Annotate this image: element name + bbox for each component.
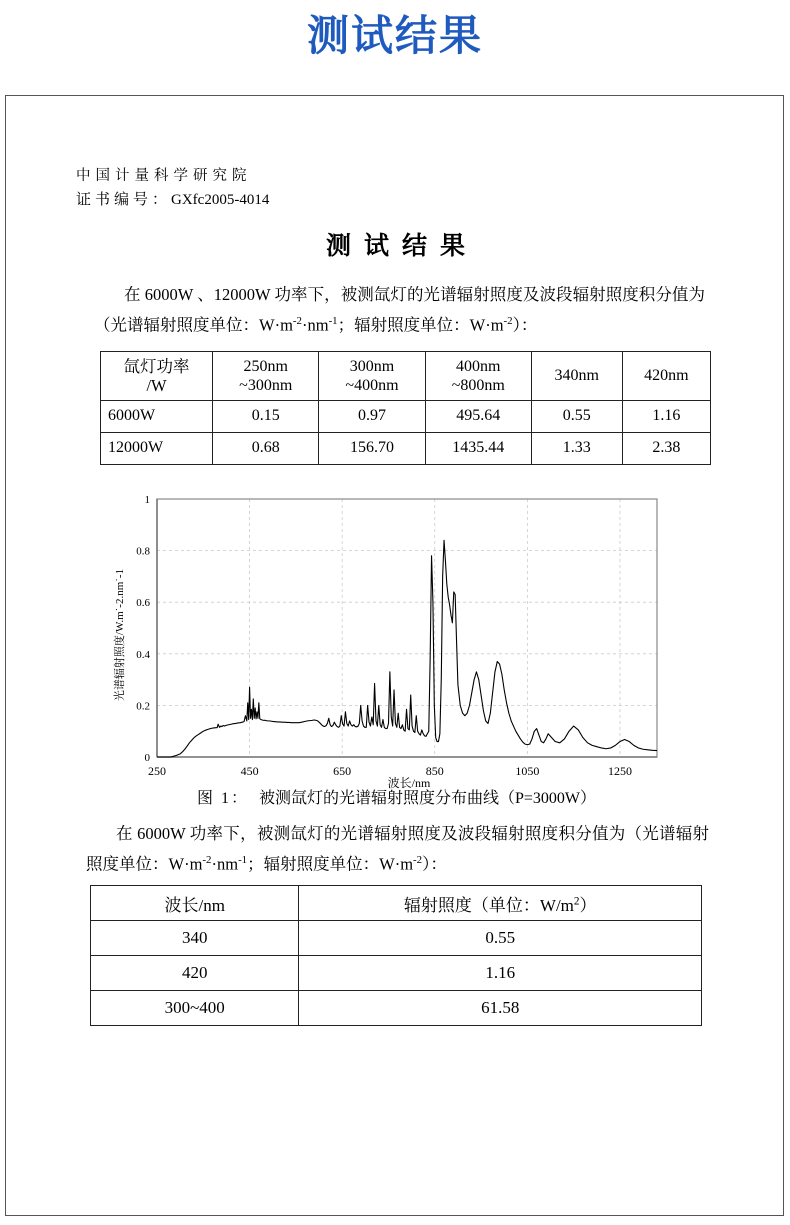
issuing-organization: 中国计量科学研究院 (76, 168, 252, 184)
cell-6000w-250-300: 0.15 (213, 400, 319, 432)
cell-12000w-250-300: 0.68 (213, 432, 319, 464)
paragraph1-line2b: ·nm (301, 315, 329, 335)
table-row (91, 991, 702, 1026)
chart-plot-area (136, 494, 657, 778)
cell-6000w-340: 0.55 (531, 400, 622, 432)
header-cell-420: 420nm (622, 351, 710, 400)
chart-y-axis-label: 光谱辐射照度/W.m˙-2.nm˙-1 (114, 568, 126, 701)
paragraph1-line2a: 照度积分值为（光谱辐射照度单位：W·m (94, 285, 705, 335)
figure-number: 图 1： (196, 789, 249, 807)
header-irradiance-sup: 2 (573, 894, 580, 907)
chart-series-line-0 (157, 540, 657, 757)
chart-y-tick-label: 0.6 (136, 596, 150, 609)
paragraph2-line2c: ；辐射照度单位：W·m (247, 854, 414, 873)
paragraph-power-intro (84, 281, 709, 339)
chart-x-tick-label: 250 (148, 763, 166, 778)
cell-wavelength-420: 420 (91, 956, 299, 991)
paragraph2-line1: 在 6000W 功率下，被测氙灯的光谱辐射照度及波段辐射照度积分值 (116, 823, 609, 843)
paragraph2-sup1: -2 (202, 853, 212, 866)
header-power-line1: 氙灯功率 (123, 356, 190, 376)
document-header (76, 164, 269, 212)
header-cell-wavelength: 波长/nm (91, 886, 299, 921)
cell-6000w-400-800: 495.64 (425, 400, 531, 432)
header-c2-line2: ~400nm (345, 376, 399, 394)
table-row-header (91, 886, 702, 921)
table-row-header (101, 351, 711, 400)
header-cell-400-800 (425, 351, 531, 400)
chart-x-axis-label: 波长/nm (387, 775, 431, 790)
table-row (91, 956, 702, 991)
certificate-number-label: 证书编号： (76, 192, 172, 208)
cell-irradiance-300-400: 61.58 (299, 991, 702, 1026)
cell-wavelength-300-400: 300~400 (91, 991, 299, 1026)
paragraph1-sup1: -2 (292, 315, 302, 327)
table-wavelength-irradiance (90, 885, 702, 1026)
paragraph1-line1: 在 6000W 、12000W 功率下，被测氙灯的光谱辐射照度及波段辐射 (124, 285, 606, 304)
header-irradiance-b: ） (579, 895, 597, 915)
paragraph1-sup2: -1 (328, 315, 338, 327)
certificate-number-line (76, 188, 269, 212)
document-content (84, 281, 709, 1026)
header-cell-340: 340nm (531, 351, 622, 400)
cell-12000w-340: 1.33 (531, 432, 622, 464)
header-power-line2: /W (146, 375, 167, 395)
cell-6000w-300-400: 0.97 (319, 400, 425, 432)
table-row (101, 400, 711, 432)
paragraph1-line3b: ）： (512, 315, 538, 335)
cell-6000w-420: 1.16 (622, 400, 710, 432)
header-cell-300-400 (319, 351, 425, 400)
header-c3-line2: ~800nm (451, 376, 505, 394)
paragraph-6000w-intro (84, 820, 709, 878)
header-c2-line1: 300nm (349, 357, 395, 375)
chart-x-tick-label: 1050 (515, 763, 540, 778)
header-cell-250-300 (213, 351, 319, 400)
table-row (101, 432, 711, 464)
chart-y-tick-label: 0.4 (136, 648, 150, 661)
row-label-6000w: 6000W (101, 400, 213, 432)
figure-block (84, 485, 709, 815)
paragraph2-sup2: -1 (238, 853, 248, 866)
header-cell-power (101, 351, 213, 400)
table-spectral-integrals (100, 351, 711, 465)
chart-y-tick-label: 0.2 (136, 699, 150, 712)
header-c1-line2: ~300nm (239, 376, 293, 394)
certificate-number-value: GXfc2005-4014 (171, 192, 270, 208)
paragraph1-line3a: W·m (469, 315, 504, 335)
paragraph1-line2c: ；辐射照度单位： (337, 315, 470, 335)
chart-x-tick-label: 450 (240, 763, 259, 778)
paragraph2-line2d: ）： (422, 854, 447, 873)
header-c1-line1: 250nm (243, 357, 288, 375)
cell-irradiance-340: 0.55 (299, 921, 702, 956)
cell-12000w-420: 2.38 (622, 432, 710, 464)
page-title: 测试结果 (325, 232, 478, 260)
paragraph2-line2b: ·nm (211, 854, 239, 873)
paragraph2-line2a: 为（光谱辐射照度单位：W·m (86, 823, 710, 873)
chart-y-tick-label: 1 (144, 493, 150, 506)
chart-x-tick-label: 1250 (607, 763, 632, 778)
chart-y-tick-label: 0 (144, 751, 150, 764)
cell-12000w-300-400: 156.70 (319, 432, 425, 464)
paragraph2-sup3: -2 (413, 853, 423, 866)
header-irradiance-a: 辐射照度（单位：W/m (403, 895, 574, 915)
chart-y-tick-label: 0.8 (136, 545, 150, 558)
figure-caption (84, 785, 709, 808)
cell-irradiance-420: 1.16 (299, 956, 702, 991)
chart-x-tick-label: 650 (333, 763, 352, 778)
banner-title: 测试结果 (306, 12, 483, 59)
header-c3-line1: 400nm (456, 357, 501, 375)
row-label-12000w: 12000W (101, 432, 213, 464)
table-row (91, 921, 702, 956)
paragraph1-sup3: -2 (503, 315, 513, 327)
chart-x-tick-label: 850 (425, 763, 444, 778)
document-page-frame (5, 95, 784, 1216)
header-cell-irradiance (299, 886, 702, 921)
cell-wavelength-340: 340 (91, 921, 299, 956)
spectral-irradiance-chart (109, 485, 669, 790)
figure-caption-text: 被测氙灯的光谱辐射照度分布曲线（P=3000W） (258, 789, 597, 807)
cell-12000w-400-800: 1435.44 (425, 432, 531, 464)
